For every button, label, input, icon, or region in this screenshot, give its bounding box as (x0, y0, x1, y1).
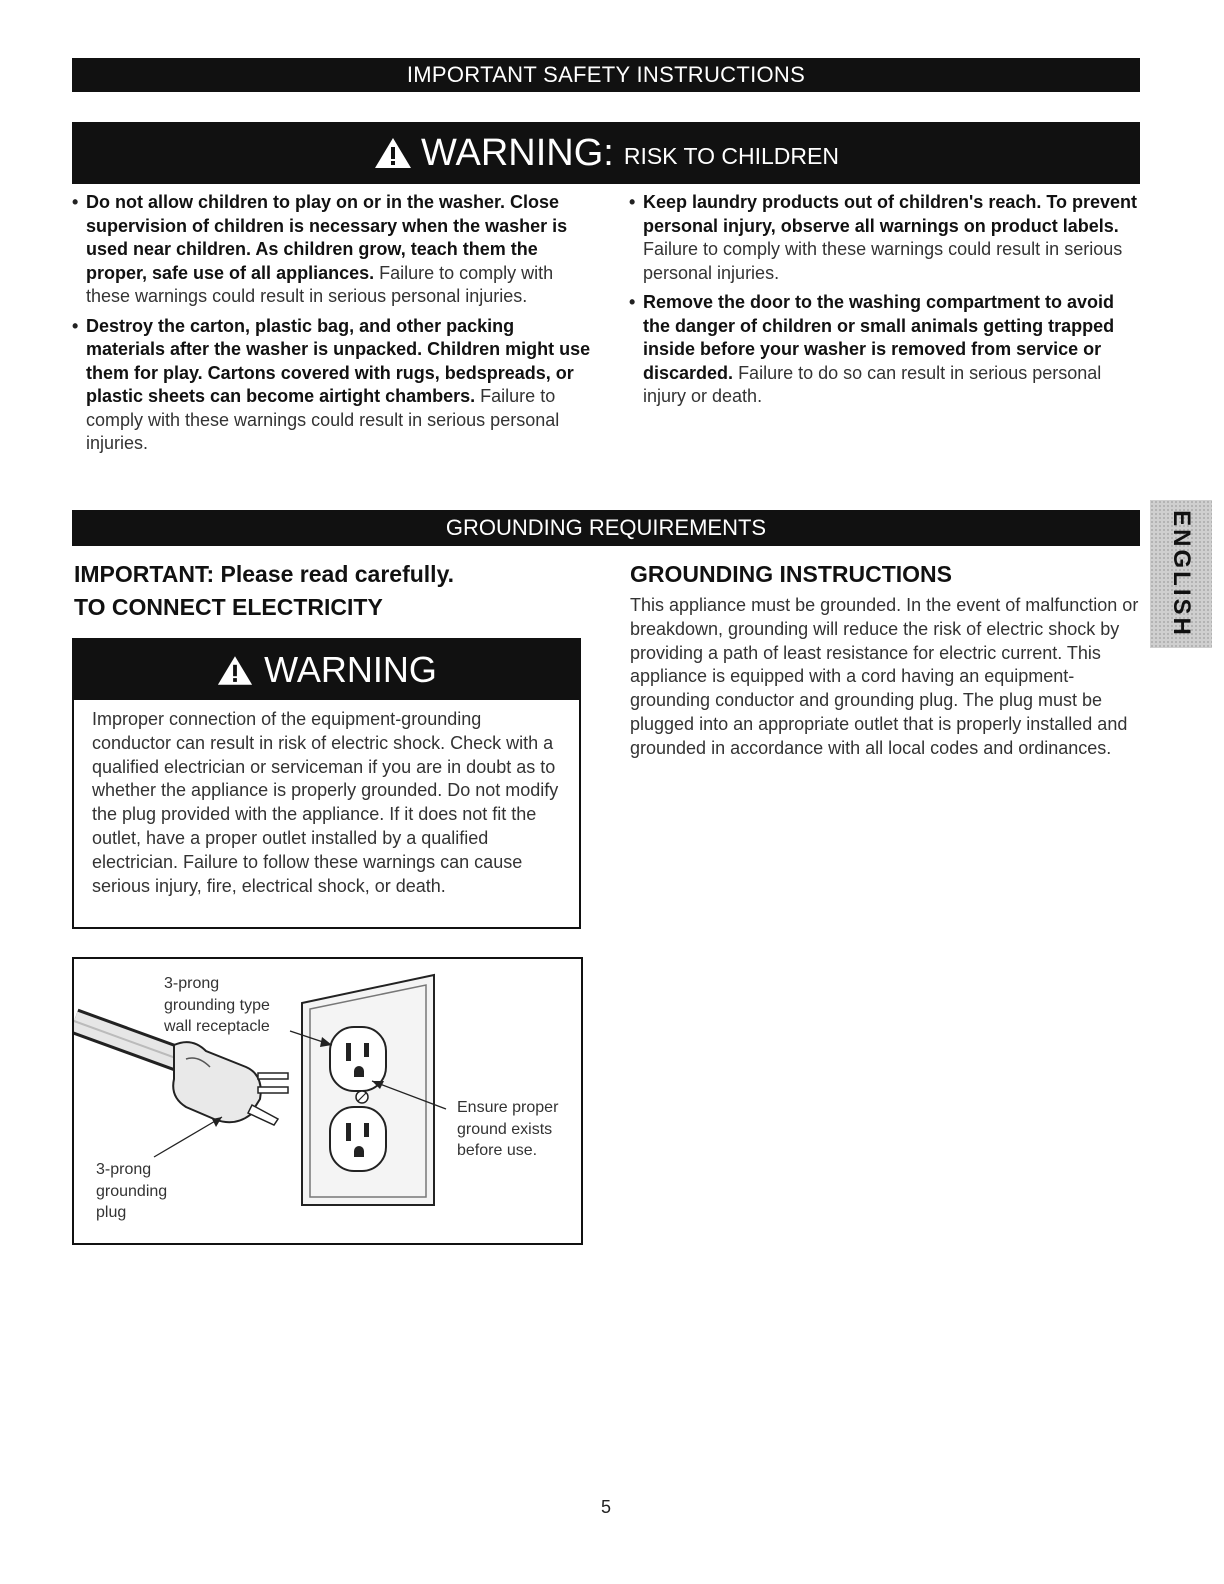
bullet-bold: Do not allow children to play on or in the washer. Close supervision of children is necessary when the washer is used near children. As children grow, teach them the proper, safe use of all appliances. (86, 192, 568, 283)
section-header-safety: IMPORTANT SAFETY INSTRUCTIONS (72, 58, 1140, 92)
page-number: 5 (600, 1497, 611, 1517)
bullet-bold: Remove the door to the washing compartment to avoid the danger of children or small animals getting trapped inside before your washer is removed from service or discarded. (643, 292, 1115, 383)
bullet-text: Failure to comply with these warnings could result in serious personal injuries. (86, 262, 554, 306)
important-heading: IMPORTANT: Please read carefully. (74, 561, 455, 587)
label-line: 3-prong (164, 975, 220, 992)
language-tab (1150, 500, 1212, 648)
warning-title: WARNING (264, 649, 437, 690)
warning-word: WARNING: (421, 131, 614, 174)
bullet-bold: Keep laundry products out of children's reach. To prevent personal injury, observe all warnings on product labels. (643, 192, 1138, 236)
label-line: 3-prong (96, 1161, 152, 1178)
list-item: • Remove the door to the washing compartment to avoid the danger of children or small animals getting trapped inside before your washer is removed from service or discarded. Failure to do so can result in serious personal injury or death. (629, 292, 1115, 406)
bullet-text: Failure to comply with these warnings could result in serious personal injuries. (643, 239, 1123, 283)
section-header-grounding: GROUNDING REQUIREMENTS (72, 510, 1140, 546)
children-warnings-right (629, 191, 1139, 415)
bullet-bold: Destroy the carton, plastic bag, and other packing materials after the washer is unpacked. Children might use them for play. Cartons covered with rugs, bedspreads, or plastic sheets can become airtight chambers. (86, 315, 591, 406)
warning-triangle-icon (373, 136, 413, 170)
bullet-text: Failure to do so can result in serious personal injury or death. (643, 362, 1102, 406)
list-item: • Keep laundry products out of children's reach. To prevent personal injury, observe all warnings on product labels. Failure to comply with these warnings could result in serious personal injuries. (629, 192, 1138, 283)
warning-subtitle: RISK TO CHILDREN (623, 142, 839, 169)
electrical-warning-box (72, 638, 581, 929)
grounding-plug (173, 1042, 288, 1125)
receptacle-label (164, 973, 270, 1038)
children-warnings-left (72, 191, 592, 462)
label-line: Ensure proper (457, 1099, 559, 1116)
lower-outlet (330, 1107, 386, 1171)
warning-children-banner (72, 122, 1140, 184)
warning-triangle-icon (216, 654, 254, 687)
label-line: grounding (96, 1182, 168, 1200)
bullet-text: Failure to comply with these warnings could result in serious personal injuries. (86, 386, 560, 453)
grounding-instructions-heading: GROUNDING INSTRUCTIONS (630, 561, 952, 587)
outlet-diagram (72, 957, 583, 1245)
plug-label (96, 1159, 167, 1224)
label-line: grounding type (164, 996, 270, 1014)
label-line: plug (96, 1204, 127, 1221)
warning-text: Improper connection of the equipment-grounding conductor can result in risk of electric shock. Check with a qualified electrician or serviceman if you are in doubt as to whether the appliance is properly grounded. Do not modify the plug provided with the appliance. If it does not fit the outlet, have a proper outlet installed by a qualified electrician. Failure to follow these warnings can cause serious injury, fire, electrical shock, or death. (92, 709, 559, 896)
list-item: • Destroy the carton, plastic bag, and other packing materials after the washer is unpacked. Children might use them for play. Cartons covered with rugs, bedspreads, or plastic sheets can become airtight chambers. Failure to comply with these warnings could result in serious personal injuries. (72, 315, 591, 453)
label-line: wall receptacle (164, 1018, 270, 1035)
connect-electricity-heading: TO CONNECT ELECTRICITY (74, 594, 383, 620)
warning-header (74, 640, 579, 700)
ground-label (457, 1097, 558, 1162)
label-line: ground exists (457, 1120, 553, 1138)
language-tab-label: ENGLISH (1168, 510, 1195, 638)
grounding-instructions-text: This appliance must be grounded. In the event of malfunction or breakdown, grounding will reduce the risk of electric shock by providing a path of least resistance for electric current. This appliance is equipped with a cord having an equipment-grounding conductor and grounding plug. The plug must be plugged into an appropriate outlet that is properly installed and grounded in accordance with all local codes and ordinances. (630, 595, 1139, 758)
list-item: • Do not allow children to play on or in the washer. Close supervision of children is necessary when the washer is used near children. As children grow, teach them the proper, safe use of all appliances. Failure to comply with these warnings could result in serious personal injuries. (72, 192, 568, 306)
label-line: before use. (457, 1142, 538, 1159)
